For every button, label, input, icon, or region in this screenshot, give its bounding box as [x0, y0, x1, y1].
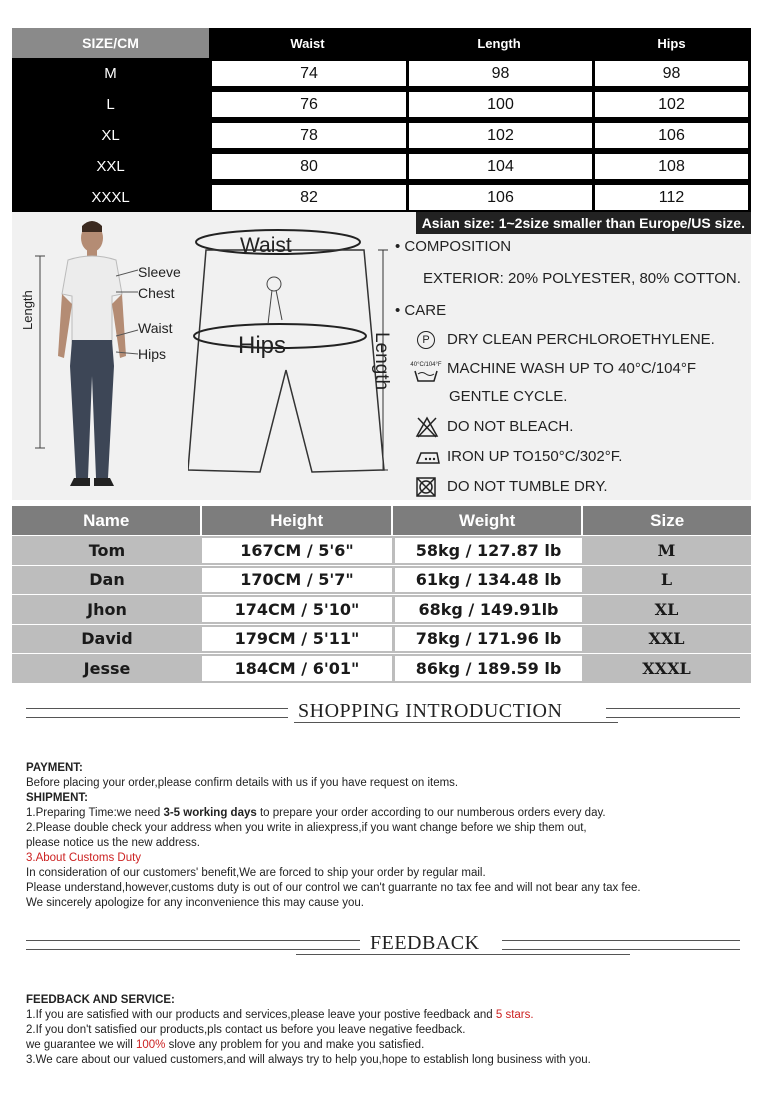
customs-line: We sincerely apologize for any inconvenience this may cause you. — [26, 897, 364, 909]
model-size: XXXL — [642, 658, 691, 678]
asian-size-note: Asian size: 1~2size smaller than Europe/US size. — [416, 212, 751, 234]
iron-icon — [415, 448, 441, 466]
payment-text: Before placing your order,please confirm details with us if you have request on items. — [26, 777, 459, 789]
size-label: XXL — [12, 151, 209, 182]
header-waist: Waist — [290, 35, 325, 51]
waist-value: 80 — [212, 154, 406, 179]
header-weight: Weight — [393, 506, 583, 535]
table-row — [12, 120, 751, 151]
model-size: L — [660, 570, 673, 590]
model-size: XL — [654, 599, 679, 619]
no-tumble-dry-icon — [415, 476, 437, 498]
model-name: Jhon — [87, 599, 127, 619]
model-name: David — [81, 629, 133, 649]
model-size: XXL — [648, 629, 685, 649]
header-size: Size — [650, 510, 685, 530]
model-size: M — [657, 540, 676, 560]
model-weight: 68kg / 149.91lb — [395, 597, 582, 622]
hips-value: 98 — [595, 61, 748, 86]
model-table — [12, 506, 751, 683]
header-height: Height — [202, 506, 392, 535]
size-table — [12, 28, 751, 213]
hips-value: 102 — [595, 92, 748, 117]
care-item: IRON UP TO150°C/302°F. — [447, 448, 623, 465]
waist-value: 74 — [212, 61, 406, 86]
model-weight: 78kg / 171.96 lb — [395, 627, 582, 652]
shipment-line — [26, 806, 746, 821]
waist-value: 78 — [212, 123, 406, 148]
care-item: DO NOT BLEACH. — [447, 418, 574, 435]
model-weight: 61kg / 134.48 lb — [395, 568, 582, 593]
customs-line: In consideration of our customers' benefit,We are forced to ship your order by regular mail. — [26, 867, 486, 879]
shorts-waist-label: Waist — [240, 234, 292, 257]
hips-value: 112 — [595, 185, 748, 210]
text: 1.If you are satisfied with our products and services,please leave your postive feedback and — [26, 1009, 496, 1021]
dry-clean-icon: P — [417, 331, 435, 349]
table-row — [12, 594, 751, 624]
care-title: • CARE — [395, 302, 447, 319]
model-name: Jesse — [83, 658, 131, 678]
composition-text: EXTERIOR: 20% POLYESTER, 80% COTTON. — [423, 270, 741, 287]
model-height: 174CM / 5'10" — [202, 597, 392, 622]
length-value: 102 — [409, 123, 592, 148]
model-name: Dan — [89, 570, 125, 590]
care-item: MACHINE WASH UP TO 40°C/104°F — [447, 360, 697, 377]
length-value: 100 — [409, 92, 592, 117]
model-weight: 86kg / 189.59 lb — [395, 656, 582, 681]
feedback-line: 2.If you don't satisfied our products,pls contact us before you leave negative feedback. — [26, 1024, 466, 1036]
model-height: 184CM / 6'01" — [202, 656, 392, 681]
hundred-percent: 100% — [135, 1039, 166, 1051]
feedback-label: FEEDBACK AND SERVICE: — [26, 994, 175, 1006]
length-value: 106 — [409, 185, 592, 210]
text: slove any problem for you and make you satisfied. — [165, 1039, 425, 1051]
section-title: FEEDBACK — [370, 932, 480, 954]
model-weight: 58kg / 127.87 lb — [395, 538, 582, 563]
header-name: Name — [12, 506, 202, 535]
header-hips: Hips — [657, 35, 686, 51]
model-height: 179CM / 5'11" — [202, 627, 392, 652]
model-name: Tom — [88, 540, 126, 560]
header-length: Length — [477, 35, 521, 51]
highlight-days: 3-5 working days — [163, 807, 257, 819]
hips-value: 106 — [595, 123, 748, 148]
feedback-line: 3.We care about our valued customers,and will always try to help you,hope to establish long business with you. — [26, 1054, 591, 1066]
text: to prepare your order according to our numberous orders every day. — [256, 807, 606, 819]
waist-value: 82 — [212, 185, 406, 210]
table-row — [12, 89, 751, 120]
feedback-section-header — [26, 932, 740, 960]
shopping-text — [26, 761, 746, 911]
feedback-line — [26, 1038, 746, 1053]
sleeve-label: Sleeve — [138, 264, 181, 280]
text: we guarantee we will — [26, 1039, 136, 1051]
table-row — [12, 58, 751, 89]
waist-label: Waist — [138, 320, 173, 336]
table-row — [12, 151, 751, 182]
model-length-label: Length — [20, 290, 35, 330]
feedback-text — [26, 993, 746, 1068]
feedback-line — [26, 1008, 746, 1023]
measurement-diagram — [12, 212, 751, 500]
shorts-diagram — [188, 220, 398, 492]
payment-label: PAYMENT: — [26, 762, 83, 774]
section-title: SHOPPING INTRODUCTION — [298, 700, 563, 722]
hips-label: Hips — [138, 346, 167, 362]
text: 1.Preparing Time:we need — [26, 807, 164, 819]
five-stars: 5 stars. — [495, 1009, 534, 1021]
hips-value: 108 — [595, 154, 748, 179]
pointer-lines — [116, 264, 140, 364]
shipment-label: SHIPMENT: — [26, 792, 88, 804]
composition-title: • COMPOSITION — [395, 238, 512, 255]
care-item: DRY CLEAN PERCHLOROETHYLENE. — [447, 331, 715, 348]
wash-icon — [409, 362, 443, 383]
length-value: 98 — [409, 61, 592, 86]
chest-label: Chest — [138, 285, 175, 301]
table-row — [12, 565, 751, 595]
wash-tub-icon — [414, 369, 438, 383]
model-table-header — [12, 506, 751, 535]
size-label: XXXL — [12, 182, 209, 213]
customs-line: Please understand,however,customs duty is out of our control we can't guarrante no tax fee and will not bear any tax fee. — [26, 882, 641, 894]
shipment-line: please notice us the new address. — [26, 837, 200, 849]
shorts-hips-label: Hips — [238, 332, 287, 359]
table-row — [12, 535, 751, 565]
shopping-section-header — [26, 700, 740, 728]
care-item: GENTLE CYCLE. — [449, 388, 568, 405]
shipment-line: 2.Please double check your address when you write in aliexpress,if you want change before we ship them out, — [26, 822, 587, 834]
wash-temp-text: 40°C/104°F — [410, 362, 442, 368]
table-row — [12, 653, 751, 683]
size-label: M — [12, 58, 209, 89]
header-size: SIZE/CM — [12, 28, 209, 58]
table-row — [12, 624, 751, 654]
care-item: DO NOT TUMBLE DRY. — [447, 478, 608, 495]
shorts-length-label: Length — [371, 332, 392, 391]
no-bleach-icon — [415, 416, 439, 438]
model-height: 167CM / 5'6" — [202, 538, 392, 563]
size-label: XL — [12, 120, 209, 151]
waist-value: 76 — [212, 92, 406, 117]
size-table-header — [12, 28, 751, 58]
model-height: 170CM / 5'7" — [202, 568, 392, 593]
length-value: 104 — [409, 154, 592, 179]
table-row — [12, 182, 751, 213]
customs-label: 3.About Customs Duty — [26, 852, 142, 864]
size-label: L — [12, 89, 209, 120]
